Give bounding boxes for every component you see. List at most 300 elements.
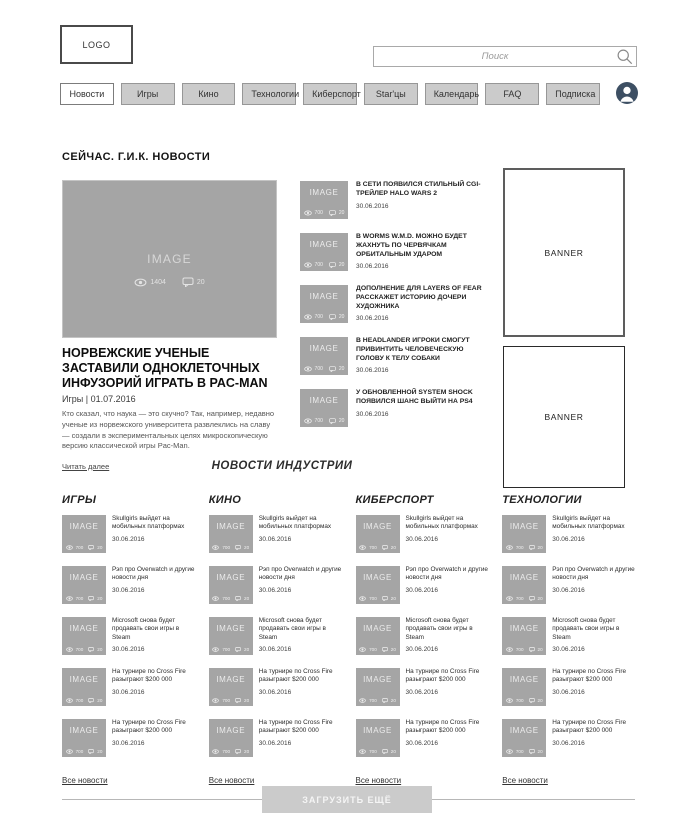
- image-stats: [300, 314, 348, 320]
- news-text: [112, 566, 195, 604]
- comments-stat: [329, 262, 345, 268]
- news-date: 30.06.2016: [356, 202, 389, 210]
- featured-headline[interactable]: НОРВЕЖСКИЕ УЧЕНЫЕ ЗАСТАВИЛИ ОДНОКЛЕТОЧНЫХ ИНФУЗОРИЙ ИГРАТЬ В PAC-MAN: [62, 346, 268, 390]
- news-text: [552, 719, 635, 757]
- views-stat: [66, 596, 84, 601]
- comments-stat: [235, 647, 249, 652]
- news-title[interactable]: Рэп про Overwatch и другие новости дня: [112, 566, 195, 582]
- eye-icon: [66, 545, 73, 550]
- news-title[interactable]: В WORMS W.M.D. МОЖНО БУДЕТ ЖАХНУТЬ ПО ЧЕРВЯЧКАМ ОРБИТАЛЬНЫМ УДАРОМ: [356, 233, 467, 258]
- news-title[interactable]: На турнире по Cross Fire разыграют $200 000: [258, 719, 333, 735]
- comments-stat: [329, 418, 345, 424]
- comments-count: 20: [537, 596, 543, 601]
- image-placeholder-label: IMAGE: [363, 522, 392, 531]
- industry-column: [62, 494, 195, 788]
- comment-icon: [88, 647, 94, 652]
- eye-icon: [359, 545, 366, 550]
- load-more-row: [62, 786, 635, 813]
- thumbnail-image: [300, 285, 348, 323]
- image-stats: [62, 596, 106, 601]
- nav-item[interactable]: Star'цы: [364, 83, 418, 105]
- eye-icon: [304, 418, 312, 424]
- column-items: [209, 515, 342, 757]
- news-title[interactable]: На турнире по Cross Fire разыграют $200 000: [258, 668, 333, 684]
- news-date: 30.06.2016: [112, 688, 145, 696]
- thumbnail-image: [62, 617, 106, 655]
- views-stat: [506, 647, 524, 652]
- views-count: 700: [369, 698, 377, 703]
- views-count: 700: [222, 698, 231, 703]
- views-stat: [304, 366, 323, 372]
- views-stat: [212, 749, 230, 754]
- logo[interactable]: LOGO: [60, 25, 133, 64]
- user-avatar-icon[interactable]: [616, 82, 638, 104]
- column-items: [356, 515, 489, 757]
- banner[interactable]: BANNER: [503, 168, 625, 337]
- comments-stat: [329, 314, 345, 320]
- thumbnail-image: [300, 233, 348, 271]
- news-title[interactable]: Рэп про Overwatch и другие новости дня: [405, 566, 488, 582]
- views-stat: [66, 647, 84, 652]
- news-text: [356, 337, 482, 375]
- news-item[interactable]: [300, 337, 482, 375]
- news-item[interactable]: [502, 617, 635, 655]
- eye-icon: [304, 314, 312, 320]
- image-placeholder-label: IMAGE: [309, 188, 339, 197]
- comments-stat: [382, 596, 396, 601]
- industry-column: [356, 494, 489, 788]
- news-title[interactable]: На турнире по Cross Fire разыграют $200 000: [552, 719, 627, 735]
- eye-icon: [212, 698, 219, 703]
- thumbnail-image: [356, 515, 400, 553]
- image-stats: [62, 647, 106, 652]
- comment-icon: [88, 749, 94, 754]
- news-date: 30.06.2016: [112, 586, 145, 594]
- news-item[interactable]: [356, 668, 489, 706]
- news-item[interactable]: [300, 389, 482, 427]
- news-title[interactable]: В СЕТИ ПОЯВИЛСЯ СТИЛЬНЫЙ CGI-ТРЕЙЛЕР HALO WARS 2: [356, 181, 481, 197]
- nav-item[interactable]: Подписка: [546, 83, 600, 105]
- column-header: КИНО: [208, 494, 242, 506]
- news-text: [552, 617, 635, 655]
- news-date: 30.06.2016: [258, 739, 292, 747]
- comments-stat: [88, 647, 102, 652]
- news-text: [259, 668, 342, 706]
- views-count: 700: [515, 596, 524, 601]
- views-stat: [359, 749, 377, 754]
- news-item[interactable]: [62, 719, 195, 757]
- image-stats: [62, 545, 106, 550]
- comments-count: 20: [97, 698, 103, 703]
- comments-count: 20: [97, 545, 103, 550]
- news-text: [112, 617, 195, 655]
- eye-icon: [304, 366, 312, 372]
- news-item[interactable]: [356, 719, 489, 757]
- comments-count: 20: [338, 418, 345, 424]
- views-count: 700: [369, 647, 377, 652]
- news-item[interactable]: [209, 719, 342, 757]
- banner[interactable]: BANNER: [503, 346, 625, 488]
- comments-count: 20: [97, 596, 103, 601]
- image-placeholder-label: IMAGE: [69, 522, 99, 531]
- news-text: [259, 566, 342, 604]
- comments-count: 20: [244, 545, 250, 550]
- image-stats: [356, 596, 400, 601]
- comment-icon: [529, 647, 535, 652]
- comment-icon: [529, 596, 535, 601]
- news-item[interactable]: [209, 566, 342, 604]
- news-date: 30.06.2016: [405, 739, 439, 747]
- comment-icon: [329, 366, 336, 372]
- views-stat: [212, 596, 230, 601]
- views-count: 700: [222, 647, 231, 652]
- comments-count: 20: [338, 314, 345, 320]
- news-date: 30.06.2016: [405, 586, 439, 594]
- news-title[interactable]: Skullgirls выйдет на мобильных платформах: [405, 515, 478, 531]
- thumbnail-image: [209, 668, 253, 706]
- news-item[interactable]: [62, 668, 195, 706]
- news-title[interactable]: ДОПОЛНЕНИЕ ДЛЯ LAYERS OF FEAR РАССКАЖЕТ ИСТОРИЮ ДОЧЕРИ ХУДОЖНИКА: [356, 285, 482, 310]
- image-stats: [502, 545, 546, 550]
- comment-icon: [235, 749, 241, 754]
- nav-item[interactable]: FAQ: [485, 83, 539, 105]
- news-item[interactable]: [356, 566, 489, 604]
- thumbnail-image: [356, 617, 400, 655]
- banner-column: [503, 168, 625, 488]
- comments-count: 20: [338, 366, 345, 372]
- eye-icon: [212, 596, 219, 601]
- comment-icon: [329, 262, 336, 268]
- image-stats: [356, 545, 400, 550]
- news-title[interactable]: В HEADLANDER ИГРОКИ СМОГУТ ПРИВИНТИТЬ ЧЕЛОВЕЧЕСКУЮ ГОЛОВУ К ТЕЛУ СОБАКИ: [356, 337, 470, 362]
- eye-icon: [212, 749, 219, 754]
- eye-icon: [66, 596, 73, 601]
- news-list: [300, 181, 482, 441]
- image-placeholder-label: IMAGE: [309, 240, 339, 249]
- views-count: 700: [314, 418, 323, 424]
- news-item[interactable]: [209, 515, 342, 553]
- comment-icon: [329, 314, 336, 320]
- views-count: 1404: [150, 278, 166, 286]
- comment-icon: [529, 749, 535, 754]
- search-box: [373, 46, 637, 67]
- image-placeholder-label: IMAGE: [509, 726, 539, 735]
- thumbnail-image: [356, 566, 400, 604]
- eye-icon: [66, 647, 73, 652]
- comments-stat: [529, 698, 543, 703]
- news-date: 30.06.2016: [405, 688, 439, 696]
- image-placeholder-label: IMAGE: [309, 396, 339, 405]
- comment-icon: [529, 545, 535, 550]
- eye-icon: [66, 749, 73, 754]
- news-title[interactable]: Microsoft снова будет продавать свои игры в Steam: [405, 617, 473, 641]
- views-count: 700: [75, 698, 84, 703]
- news-item[interactable]: [502, 515, 635, 553]
- comments-stat: [235, 596, 249, 601]
- featured-meta: Игры | 01.07.2016: [62, 394, 136, 405]
- image-stats: [62, 749, 106, 754]
- comments-count: 20: [390, 545, 396, 550]
- comments-count: 20: [97, 749, 103, 754]
- image-placeholder-label: IMAGE: [69, 726, 99, 735]
- nav-item[interactable]: Новости: [60, 83, 114, 105]
- comment-icon: [88, 596, 94, 601]
- views-stat: [304, 314, 323, 320]
- comments-count: 20: [244, 698, 250, 703]
- views-count: 700: [75, 647, 84, 652]
- views-count: 700: [369, 596, 377, 601]
- industry-columns: [62, 494, 635, 788]
- views-count: 700: [222, 545, 231, 550]
- image-placeholder-label: IMAGE: [309, 344, 339, 353]
- thumbnail-image: [62, 515, 106, 553]
- all-news-link[interactable]: Все новости: [355, 776, 402, 785]
- eye-icon: [304, 210, 312, 216]
- eye-icon: [506, 749, 513, 754]
- views-stat: [359, 545, 377, 550]
- image-stats: [209, 749, 253, 754]
- eye-icon: [506, 545, 513, 550]
- section-title-industry: НОВОСТИ ИНДУСТРИИ: [211, 460, 353, 472]
- news-title[interactable]: Microsoft снова будет продавать свои игры в Steam: [112, 617, 180, 641]
- comments-count: 20: [338, 262, 345, 268]
- nav-item[interactable]: Игры: [121, 83, 175, 105]
- eye-icon: [359, 647, 366, 652]
- comments-stat: [382, 749, 396, 754]
- image-stats: [300, 262, 348, 268]
- comment-icon: [382, 749, 388, 754]
- comments-count: 20: [537, 545, 543, 550]
- views-count: 700: [222, 596, 231, 601]
- nav-item[interactable]: Технологии: [242, 83, 296, 105]
- thumbnail-image: [356, 719, 400, 757]
- news-text: [406, 719, 489, 757]
- news-date: 30.06.2016: [356, 263, 389, 271]
- views-stat: [304, 210, 323, 216]
- main-nav: [60, 83, 600, 105]
- comments-stat: [382, 698, 396, 703]
- image-stats: [300, 418, 348, 424]
- image-placeholder-label: IMAGE: [509, 573, 539, 582]
- image-placeholder-label: IMAGE: [69, 675, 99, 684]
- comments-count: 20: [338, 210, 345, 216]
- read-more-link[interactable]: Читать далее: [62, 461, 110, 471]
- views-stat: [506, 698, 524, 703]
- news-text: [259, 719, 342, 757]
- news-date: 30.06.2016: [552, 739, 585, 747]
- news-date: 30.06.2016: [112, 535, 145, 543]
- news-title[interactable]: Рэп про Overwatch и другие новости дня: [552, 566, 635, 582]
- eye-icon: [212, 647, 219, 652]
- nav-item[interactable]: Киберспорт: [303, 83, 357, 105]
- comments-stat: [329, 366, 345, 372]
- image-placeholder-label: IMAGE: [216, 726, 246, 735]
- thumbnail-image: [502, 515, 546, 553]
- comments-stat: [235, 545, 249, 550]
- views-stat: [66, 698, 84, 703]
- news-title[interactable]: Microsoft снова будет продавать свои игры в Steam: [552, 617, 620, 641]
- news-title[interactable]: Рэп про Overwatch и другие новости дня: [258, 566, 342, 582]
- news-text: [356, 233, 482, 271]
- eye-icon: [359, 698, 366, 703]
- news-date: 30.06.2016: [552, 586, 585, 594]
- column-header: КИБЕРСПОРТ: [355, 494, 434, 506]
- search-icon[interactable]: [616, 48, 633, 65]
- comments-stat: [88, 698, 102, 703]
- search-input[interactable]: [374, 47, 616, 66]
- eye-icon: [506, 647, 513, 652]
- news-title[interactable]: Microsoft снова будет продавать свои игры в Steam: [258, 617, 326, 641]
- news-item[interactable]: [209, 617, 342, 655]
- column-header: ТЕХНОЛОГИИ: [502, 494, 582, 506]
- image-placeholder-label: IMAGE: [216, 624, 246, 633]
- news-title[interactable]: На турнире по Cross Fire разыграют $200 000: [112, 719, 186, 735]
- views-stat: [506, 596, 524, 601]
- news-item[interactable]: [300, 233, 482, 271]
- news-date: 30.06.2016: [356, 315, 389, 323]
- eye-icon: [304, 262, 312, 268]
- thumbnail-image: [356, 668, 400, 706]
- thumbnail-image: [300, 337, 348, 375]
- news-text: [552, 515, 635, 553]
- news-date: 30.06.2016: [112, 739, 145, 747]
- news-date: 30.06.2016: [112, 645, 145, 653]
- column-items: [62, 515, 195, 757]
- news-item[interactable]: [62, 515, 195, 553]
- comments-stat: [529, 596, 543, 601]
- views-stat: [212, 545, 230, 550]
- views-count: 700: [314, 366, 323, 372]
- all-news-link[interactable]: Все новости: [502, 776, 548, 785]
- all-news-link[interactable]: Все новости: [62, 776, 108, 785]
- news-item[interactable]: [502, 566, 635, 604]
- views-count: 700: [222, 749, 231, 754]
- news-date: 30.06.2016: [552, 535, 585, 543]
- comment-icon: [88, 698, 94, 703]
- news-title[interactable]: Skullgirls выйдет на мобильных платформах: [258, 515, 332, 531]
- news-title[interactable]: У ОБНОВЛЕННОЙ SYSTEM SHOCK ПОЯВИЛСЯ ШАНС ВЫЙТИ НА PS4: [356, 389, 473, 405]
- comments-count: 20: [97, 647, 103, 652]
- comments-stat: [235, 749, 249, 754]
- news-text: [356, 181, 482, 219]
- views-stat: [304, 262, 323, 268]
- views-count: 700: [515, 749, 524, 754]
- thumbnail-image: [209, 617, 253, 655]
- news-title[interactable]: На турнире по Cross Fire разыграют $200 000: [405, 719, 480, 735]
- views-stat: [506, 545, 524, 550]
- views-count: 700: [515, 698, 524, 703]
- views-stat: [359, 647, 377, 652]
- comments-count: 20: [196, 278, 205, 286]
- featured-image[interactable]: [62, 180, 277, 338]
- image-placeholder-label: IMAGE: [363, 573, 392, 582]
- news-title[interactable]: Skullgirls выйдет на мобильных платформах: [112, 515, 185, 531]
- views-count: 700: [314, 314, 323, 320]
- image-placeholder-label: IMAGE: [509, 624, 539, 633]
- news-text: [356, 285, 482, 323]
- section-title-now: СЕЙЧАС. Г.И.К. НОВОСТИ: [62, 151, 211, 163]
- news-item[interactable]: [209, 668, 342, 706]
- news-text: [406, 617, 489, 655]
- thumbnail-image: [300, 389, 348, 427]
- views-stat: [359, 698, 377, 703]
- comments-count: 20: [390, 749, 396, 754]
- comments-count: 20: [390, 698, 396, 703]
- nav-item[interactable]: Календарь: [425, 83, 479, 105]
- views-count: 700: [515, 647, 524, 652]
- news-item[interactable]: [502, 668, 635, 706]
- load-more-button[interactable]: ЗАГРУЗИТЬ ЕЩЁ: [262, 786, 432, 813]
- comment-icon: [235, 698, 241, 703]
- comments-stat: [529, 749, 543, 754]
- comment-icon: [235, 545, 241, 550]
- news-text: [552, 668, 635, 706]
- news-date: 30.06.2016: [258, 586, 292, 594]
- comments-count: 20: [537, 647, 543, 652]
- news-text: [406, 515, 489, 553]
- views-stat: [212, 647, 230, 652]
- eye-icon: [134, 278, 147, 287]
- eye-icon: [66, 698, 73, 703]
- views-count: 700: [75, 596, 84, 601]
- image-stats: [502, 749, 546, 754]
- news-text: [112, 515, 195, 553]
- views-stat: [359, 596, 377, 601]
- news-date: 30.06.2016: [258, 535, 292, 543]
- news-item[interactable]: [356, 617, 489, 655]
- news-item[interactable]: [62, 566, 195, 604]
- comment-icon: [382, 647, 388, 652]
- comment-icon: [529, 698, 535, 703]
- views-count: 700: [314, 262, 323, 268]
- news-text: [112, 719, 195, 757]
- news-title[interactable]: На турнире по Cross Fire разыграют $200 000: [112, 668, 186, 684]
- column-items: [502, 515, 635, 757]
- image-placeholder-label: IMAGE: [509, 522, 539, 531]
- thumbnail-image: [502, 719, 546, 757]
- industry-column: [209, 494, 342, 788]
- news-item[interactable]: [300, 285, 482, 323]
- image-stats: [300, 366, 348, 372]
- image-placeholder-label: IMAGE: [69, 573, 99, 582]
- news-item[interactable]: [502, 719, 635, 757]
- news-title[interactable]: Skullgirls выйдет на мобильных платформах: [552, 515, 625, 531]
- news-text: [259, 515, 342, 553]
- eye-icon: [506, 698, 513, 703]
- news-item[interactable]: [356, 515, 489, 553]
- thumbnail-image: [62, 719, 106, 757]
- image-stats: [356, 749, 400, 754]
- news-date: 30.06.2016: [356, 367, 389, 375]
- news-date: 30.06.2016: [258, 645, 292, 653]
- comments-count: 20: [537, 698, 543, 703]
- image-stats: [502, 698, 546, 703]
- news-title[interactable]: На турнире по Cross Fire разыграют $200 000: [552, 668, 627, 684]
- comments-stat: [382, 647, 396, 652]
- all-news-link[interactable]: Все новости: [208, 776, 255, 785]
- news-item[interactable]: [62, 617, 195, 655]
- news-item[interactable]: [300, 181, 482, 219]
- news-date: 30.06.2016: [258, 688, 292, 696]
- comments-stat: [88, 596, 102, 601]
- comments-stat: [529, 545, 543, 550]
- comment-icon: [329, 418, 336, 424]
- news-text: [259, 617, 342, 655]
- news-text: [406, 668, 489, 706]
- news-title[interactable]: На турнире по Cross Fire разыграют $200 000: [405, 668, 480, 684]
- nav-item[interactable]: Кино: [182, 83, 236, 105]
- eye-icon: [359, 749, 366, 754]
